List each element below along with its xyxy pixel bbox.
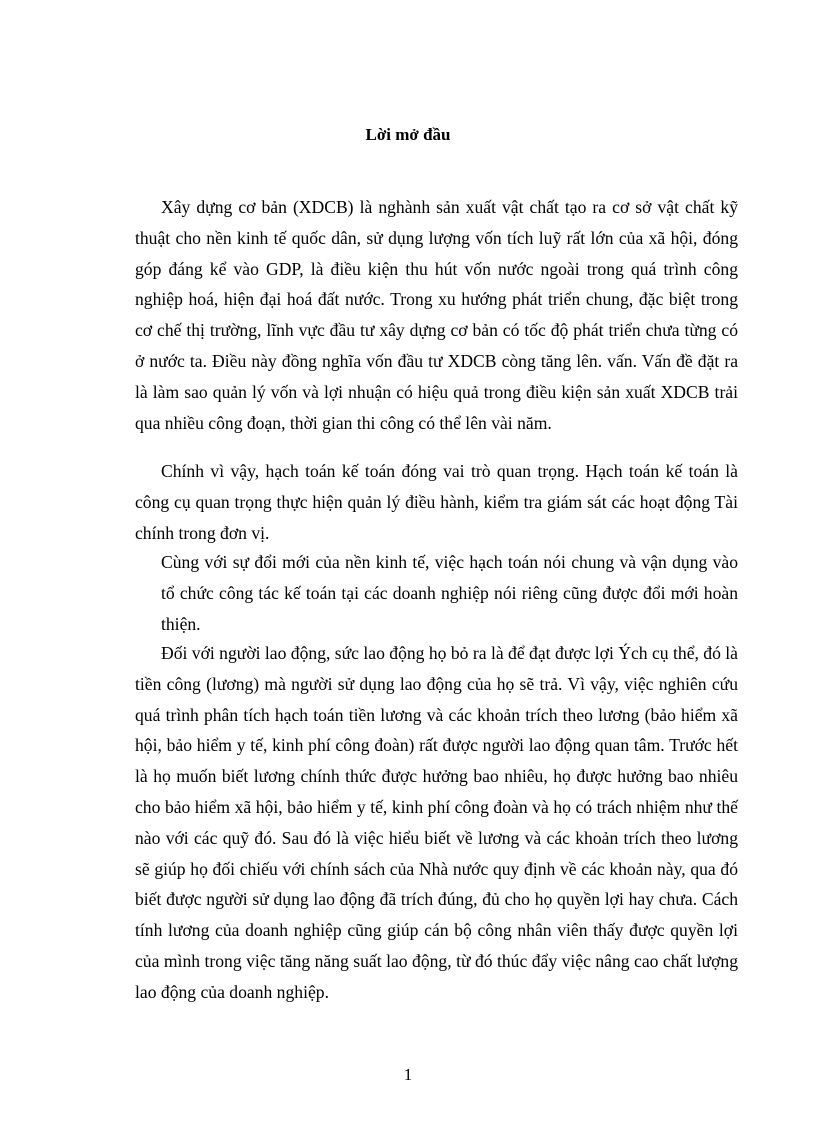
paragraph-economic-renewal: Cùng với sự đổi mới của nền kinh tế, việc hạch toán nói chung và vận dụng vào tổ chức công tác kế toán tại các doanh nghiệp nói riêng cũng được đổi mới hoàn thiện. [161,552,738,634]
paragraph-labor-wages: Đối với người lao động, sức lao động họ bỏ ra là để đạt được lợi Ých cụ thể, đó là tiền công (lương) mà người sử dụng lao động của họ sẽ trả. Vì vậy, việc nghiên cứu quá trình phân tích hạch toán tiền lương và các khoản trích theo lương (bảo hiểm xã hội, bảo hiểm y tế, kinh phí công đoàn) rất được người lao động quan tâm. Trước hết là họ muốn biết lương chính thức được hưởng bao nhiêu, họ được hưởng bao nhiêu cho bảo hiểm xã hội, bảo hiểm y tế, kinh phí công đoàn và họ có trách nhiệm như thế nào với các quỹ đó. Sau đó là việc hiểu biết về lương và các khoản trích theo lương sẽ giúp họ đối chiếu với chính sách của Nhà nước quy định về các khoản này, qua đó biết được người sử dụng lao động đã trích đúng, đủ cho họ quyền lợi hay chưa. Cách tính lương của doanh nghiệp cũng giúp cán bộ công nhân viên thấy được quyền lợi của mình trong việc tăng năng suất lao động, từ đó thúc đẩy việc nâng cao chất lượng lao động của doanh nghiệp. [135,643,738,1002]
paragraph-accounting-role: Chính vì vậy, hạch toán kế toán đóng vai trò quan trọng. Hạch toán kế toán là công cụ quan trọng thực hiện quản lý điều hành, kiểm tra giám sát các hoạt động Tài chính trong đơn vị. [135,461,738,543]
page-number: 1 [403,1065,413,1084]
page-title: Lời mở đầu [365,125,451,144]
paragraph-intro-xdcb: Xây dựng cơ bản (XDCB) là nghành sản xuất vật chất tạo ra cơ sở vật chất kỹ thuật cho nền kinh tế quốc dân, sử dụng lượng vốn tích luỹ rất lớn của xã hội, đóng góp đáng kể vào GDP, là điều kiện thu hút vốn nước ngoài trong quá trình công nghiệp hoá, hiện đại hoá đất nước. Trong xu hướng phát triển chung, đặc biệt trong cơ chế thị trường, lĩnh vực đầu tư xây dựng cơ bản có tốc độ phát triển chưa từng có ở nước ta. Điều này đồng nghĩa vốn đầu tư XDCB còng tăng lên. vấn. Vấn đề đặt ra là làm sao quản lý vốn và lợi nhuận có hiệu quả trong điều kiện sản xuất XDCB trải qua nhiều công đoạn, thời gian thi công có thể lên vài năm. [135,197,738,433]
